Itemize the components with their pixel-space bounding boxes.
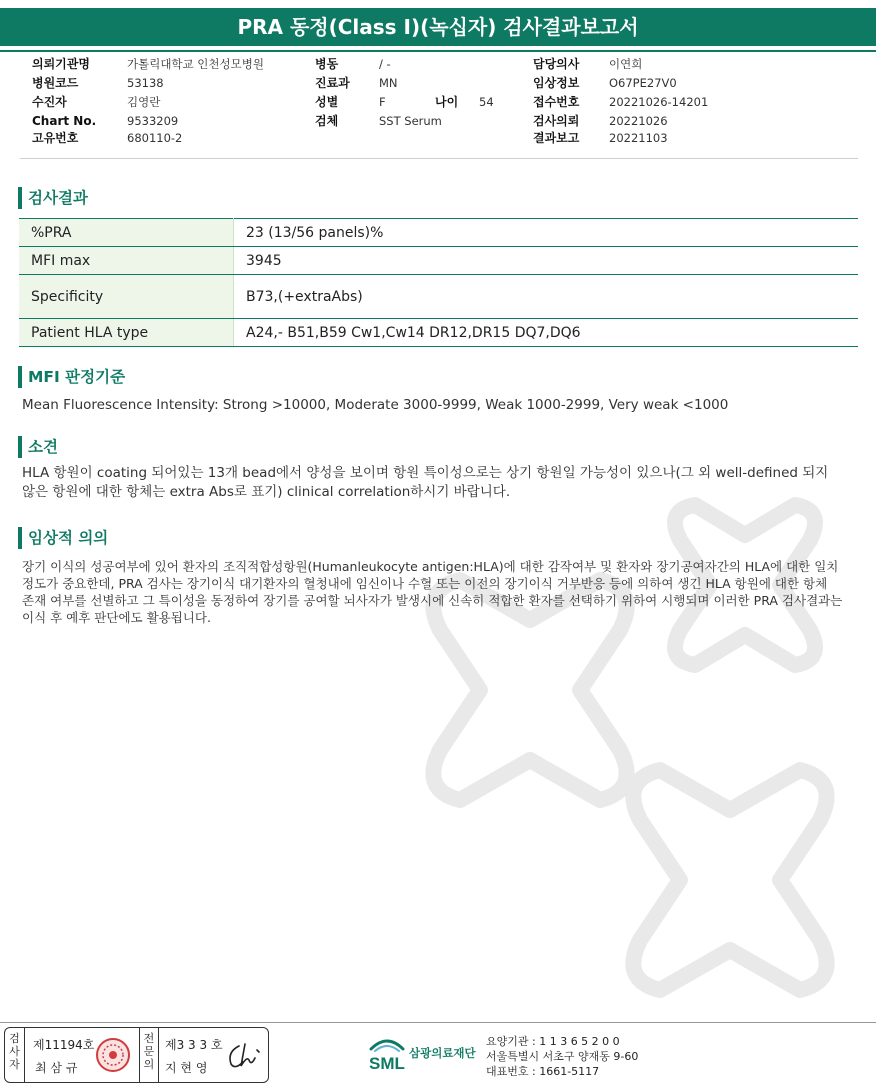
info-value: / - bbox=[379, 57, 391, 71]
seal-stamp-icon bbox=[95, 1037, 131, 1073]
mfi-criteria-text: Mean Fluorescence Intensity: Strong >10000, Moderate 3000-9999, Weak 1000-2999, Very weak <1000 bbox=[22, 397, 729, 413]
info-value: 가톨릭대학교 인천성모병원 bbox=[127, 57, 264, 71]
info-row-receipt-no bbox=[533, 93, 708, 112]
section-heading-opinion bbox=[18, 436, 58, 458]
title-underline bbox=[0, 50, 876, 52]
info-value: 680110-2 bbox=[127, 131, 183, 145]
info-label: 담당의사 bbox=[533, 57, 580, 71]
info-label: 진료과 bbox=[315, 76, 350, 90]
info-value: MN bbox=[379, 76, 398, 90]
info-label: 성별 bbox=[315, 95, 339, 109]
clinical-line: 존재 여부를 선별하고 그 특이성을 동정하여 장기를 공여할 뇌사자가 발생시에 신속히 적합한 환자를 선택하기 위하여 시행되며 이러한 PRA 검사결과는 bbox=[22, 593, 843, 608]
signature-box bbox=[4, 1027, 269, 1083]
clinical-text bbox=[22, 558, 854, 626]
info-value: O67PE27V0 bbox=[609, 76, 677, 90]
clinical-line: 정도가 중요한데, PRA 검사는 장기이식 대기환자의 혈청내에 임신이나 수혈 또는 이전의 장기이식 거부반응 등에 의하여 생긴 HLA 항원에 대한 항체 bbox=[22, 576, 828, 591]
signer-name: 최 삼 규 bbox=[35, 1061, 78, 1075]
section-title: 소견 bbox=[28, 438, 58, 456]
info-row-doctor bbox=[533, 55, 708, 74]
info-row-patient bbox=[32, 93, 264, 112]
section-marker bbox=[18, 527, 22, 549]
result-value: B73,(+extraAbs) bbox=[234, 275, 859, 319]
info-column-3 bbox=[533, 55, 708, 148]
clinical-line: 장기 이식의 성공여부에 있어 환자의 조직적합성항원(Humanleukocyte antigen:HLA)에 대한 감작여부 및 환자와 장기공여자간의 HLA에 대한 일치 bbox=[22, 559, 839, 574]
section-marker bbox=[18, 366, 22, 388]
info-label: 나이 bbox=[435, 95, 459, 109]
section-marker bbox=[18, 187, 22, 209]
info-value: 20221026 bbox=[609, 114, 668, 128]
info-value: SST Serum bbox=[379, 114, 442, 128]
info-divider bbox=[20, 158, 858, 159]
section-title: MFI 판정기준 bbox=[28, 368, 126, 386]
info-column-1 bbox=[32, 55, 264, 148]
signature-icon bbox=[225, 1038, 265, 1074]
info-label: 고유번호 bbox=[32, 131, 79, 145]
section-title: 검사결과 bbox=[28, 189, 88, 207]
result-key: MFI max bbox=[19, 247, 234, 275]
info-label: 접수번호 bbox=[533, 95, 580, 109]
info-value: 20221103 bbox=[609, 131, 668, 145]
info-value: 이연희 bbox=[609, 57, 643, 71]
section-heading-results bbox=[18, 187, 88, 209]
specialist-role-label: 전문의 bbox=[139, 1028, 159, 1082]
info-label: 검사의뢰 bbox=[533, 114, 580, 128]
info-value: 54 bbox=[479, 95, 494, 109]
table-row bbox=[19, 247, 858, 275]
info-row-report-date bbox=[533, 129, 708, 148]
info-label: 결과보고 bbox=[533, 131, 580, 145]
result-table bbox=[19, 218, 858, 347]
footer-line-institution-code: 요양기관 : 1 1 3 6 5 2 0 0 bbox=[486, 1035, 620, 1048]
info-label: 의뢰기관명 bbox=[32, 57, 90, 71]
sml-logo-icon bbox=[365, 1033, 409, 1075]
report-title: PRA 동정(Class I)(녹십자) 검사결과보고서 bbox=[0, 8, 876, 46]
footer-divider bbox=[0, 1022, 876, 1023]
table-row bbox=[19, 219, 858, 247]
info-value: 9533209 bbox=[127, 114, 179, 128]
info-row-clinical-info bbox=[533, 74, 708, 93]
specialist-license-no: 제3 3 3 호 bbox=[165, 1038, 223, 1052]
info-label: Chart No. bbox=[32, 114, 97, 128]
info-row-institution bbox=[32, 55, 264, 74]
result-key: Patient HLA type bbox=[19, 319, 234, 347]
info-label: 수진자 bbox=[32, 95, 67, 109]
table-row bbox=[19, 275, 858, 319]
info-label: 검체 bbox=[315, 114, 339, 128]
result-value: A24,- B51,B59 Cw1,Cw14 DR12,DR15 DQ7,DQ6 bbox=[234, 319, 859, 347]
info-value: 53138 bbox=[127, 76, 164, 90]
footer-line-address: 서울특별시 서초구 양재동 9-60 bbox=[486, 1050, 639, 1063]
section-title: 임상적 의의 bbox=[28, 529, 109, 547]
info-value: 김영란 bbox=[127, 95, 161, 109]
logo-text: SML bbox=[369, 1054, 405, 1073]
section-heading-mfi bbox=[18, 366, 125, 388]
organization-name: 삼광의료재단 bbox=[409, 1046, 476, 1060]
signer-license-no: 제11194호 bbox=[33, 1038, 95, 1052]
info-label: 임상정보 bbox=[533, 76, 580, 90]
info-value: 20221026-14201 bbox=[609, 95, 709, 109]
result-key: %PRA bbox=[19, 219, 234, 247]
opinion-line: HLA 항원이 coating 되어있는 13개 bead에서 양성을 보이며 항원 특이성으로는 상기 항원일 가능성이 있으나(그 외 well-defined 되지 bbox=[22, 465, 829, 481]
clinical-line: 이식 후 예후 판단에도 활용됩니다. bbox=[22, 610, 211, 625]
result-value: 3945 bbox=[234, 247, 859, 275]
info-row-sex-age bbox=[315, 93, 494, 112]
info-column-2 bbox=[315, 55, 494, 131]
info-row-ward bbox=[315, 55, 494, 74]
info-row-unique-no bbox=[32, 129, 264, 148]
section-heading-clinical bbox=[18, 527, 108, 549]
table-row bbox=[19, 319, 858, 347]
info-row-department bbox=[315, 74, 494, 93]
info-value: F bbox=[379, 95, 386, 109]
section-marker bbox=[18, 436, 22, 458]
footer-contact-info bbox=[486, 1034, 638, 1079]
result-value: 23 (13/56 panels)% bbox=[234, 219, 859, 247]
info-row-specimen bbox=[315, 112, 494, 131]
info-label: 병동 bbox=[315, 57, 339, 71]
info-label: 병원코드 bbox=[32, 76, 79, 90]
specialist-name: 지 현 영 bbox=[165, 1061, 208, 1075]
info-row-hospital-code bbox=[32, 74, 264, 93]
footer-line-phone: 대표번호 : 1661-5117 bbox=[486, 1065, 600, 1078]
opinion-text bbox=[22, 464, 854, 502]
result-key: Specificity bbox=[19, 275, 234, 319]
signer-role-label: 검사자 bbox=[5, 1028, 25, 1082]
opinion-line: 않은 항원에 대한 항체는 extra Abs로 표기) clinical correlation하시기 바랍니다. bbox=[22, 484, 511, 500]
